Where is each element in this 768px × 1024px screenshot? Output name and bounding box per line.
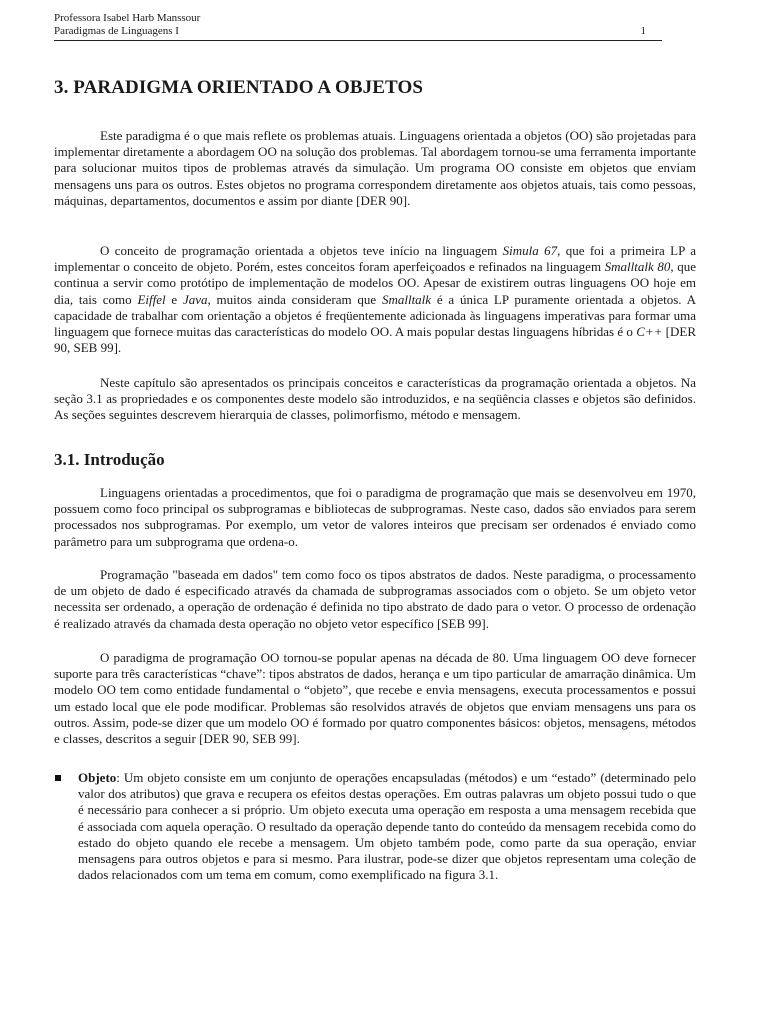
header-author: Professora Isabel Harb Manssour [54,12,201,24]
square-bullet-icon [55,775,61,781]
paragraph-2-text-6: é a única LP puramente orientada a objetos. A capacidade de trabalhar com orientação a objetos é freqüentemente adicionada às linguagens imperativas para formar uma linguagem que fornece muitas das características do modelo OO. A mais popular destas linguagens híbridas é o [54,291,696,340]
paragraph-2-text-4: e [165,291,183,307]
bullet-text: : Um objeto consiste em um conjunto de operações encapsuladas (métodos) e um “estado” (determinado pelo valor dos atributos) que grava e recupera os efeitos destas operações. Em outras palavras um objeto possui tudo o que é necessário para conhecer a si próprio. Um objeto executa uma operação em resposta a uma mensagem recebida que é associada com aquela operação. O resultado da operação depende tanto do conteúdo da mensagem recebida como do estado do objeto quando ele recebe a mensagem. Um objeto também pode, como parte da sua operação, enviar mensagens para outros objetos e para si mesmo. Para ilustrar, pode-se dizer que objetos representam uma coleção de dados relacionados com um tema em comum, como exemplificado na figura 3.1. [78,770,696,883]
language-name-simula: Simula 67 [502,243,558,258]
header-course: Paradigmas de Linguagens I [54,25,179,37]
paragraph-1: Este paradigma é o que mais reflete os problemas atuais. Linguagens orientada a objetos (OO) são projetadas para implementar diretamente a abordagem OO na solução dos problemas. Tal abordagem tornou-se uma ferramenta importante para solucionar muitos tipos de problemas através da simulação. Um programa OO consiste em objetos que enviam mensagens uns para os outros. Estes objetos no programa correspondem diretamente aos objetos atuais, tais como pessoas, máquinas, departamentos, documentos e assim por diante [DER 90]. [54,128,696,208]
paragraph-2-text-1: O conceito de programação orientada a objetos teve início na linguagem [100,243,503,258]
chapter-title: 3. PARADIGMA ORIENTADO A OBJETOS [54,77,424,98]
paragraph-2 [54,243,696,356]
paragraph-2-text-3: , que continua a servir como protótipo de implementação de modelos OO. Apesar de existirem outras linguagens OO hoje em dia, tais como [54,259,696,307]
language-name-smalltalk: Smalltalk [381,291,432,307]
bullet-term: Objeto [78,770,117,785]
header-page-number: 1 [640,25,646,37]
language-name-java: Java [182,291,208,307]
paragraph-2-text-5: , muitos ainda consideram que [207,291,382,307]
section-title: 3.1. Introdução [54,450,165,469]
bullet-body [78,770,696,883]
language-name-cpp: C++ [636,324,663,340]
header-rule [54,40,662,41]
paragraph-6: O paradigma de programação OO tornou-se popular apenas na década de 80. Uma linguagem OO deve fornecer suporte para três características “chave”: tipos abstratos de dados, herança e um tipo particular de amarração dinâmica. Um modelo OO tem como entidade fundamental o “objeto”, que recebe e envia mensagens, executa processamentos e possui um estado local que ele pode modificar. Problemas são resolvidos através de objetos que enviam mensagens uns para os outros. Assim, pode-se dizer que um modelo OO é formado por quatro componentes básicos: objetos, mensagens, métodos e classes, descritos a seguir [DER 90, SEB 99]. [54,650,696,747]
language-name-smalltalk-80: Smalltalk 80 [604,259,671,275]
paragraph-3: Neste capítulo são apresentados os principais conceitos e características da programação orientada a objetos. Na seção 3.1 as propriedades e os componentes deste modelo são introduzidos, e na seqüência classes e objetos são definidos. As seções seguintes descrevem hierarquia de classes, polimorfismo, método e mensagem. [54,375,696,423]
language-name-eiffel: Eiffel [137,291,166,307]
list-item [54,770,696,883]
paragraph-4: Linguagens orientadas a procedimentos, que foi o paradigma de programação que mais se desenvolveu em 1970, possuem como foco principal os subprogramas e bibliotecas de subprogramas. Neste caso, dados são enviados para serem processados nos subprogramas. Por exemplo, um vetor de valores inteiros que precisam ser ordenados é enviado como parâmetro para um subprograma que ordena-o. [54,485,696,549]
paragraph-2-text-2: , que foi a primeira LP a implementar o conceito de objeto. Porém, estes conceitos foram aperfeiçoados e refinados na linguagem [54,243,696,275]
running-header [54,12,662,38]
paragraph-5: Programação "baseada em dados" tem como foco os tipos abstratos de dados. Neste paradigma, o processamento de um objeto de dado é especificado através da chamada de subprogramas associados com o objeto. Se um objeto vetor necessita ser ordenado, a operação de ordenação é definida no tipo abstrato de dado para o vetor. O processo de ordenação é realizado através da chamada desta operação no objeto vetor específico [SEB 99]. [54,567,696,631]
paragraph-2-text-7: [DER 90, SEB 99]. [54,324,696,356]
